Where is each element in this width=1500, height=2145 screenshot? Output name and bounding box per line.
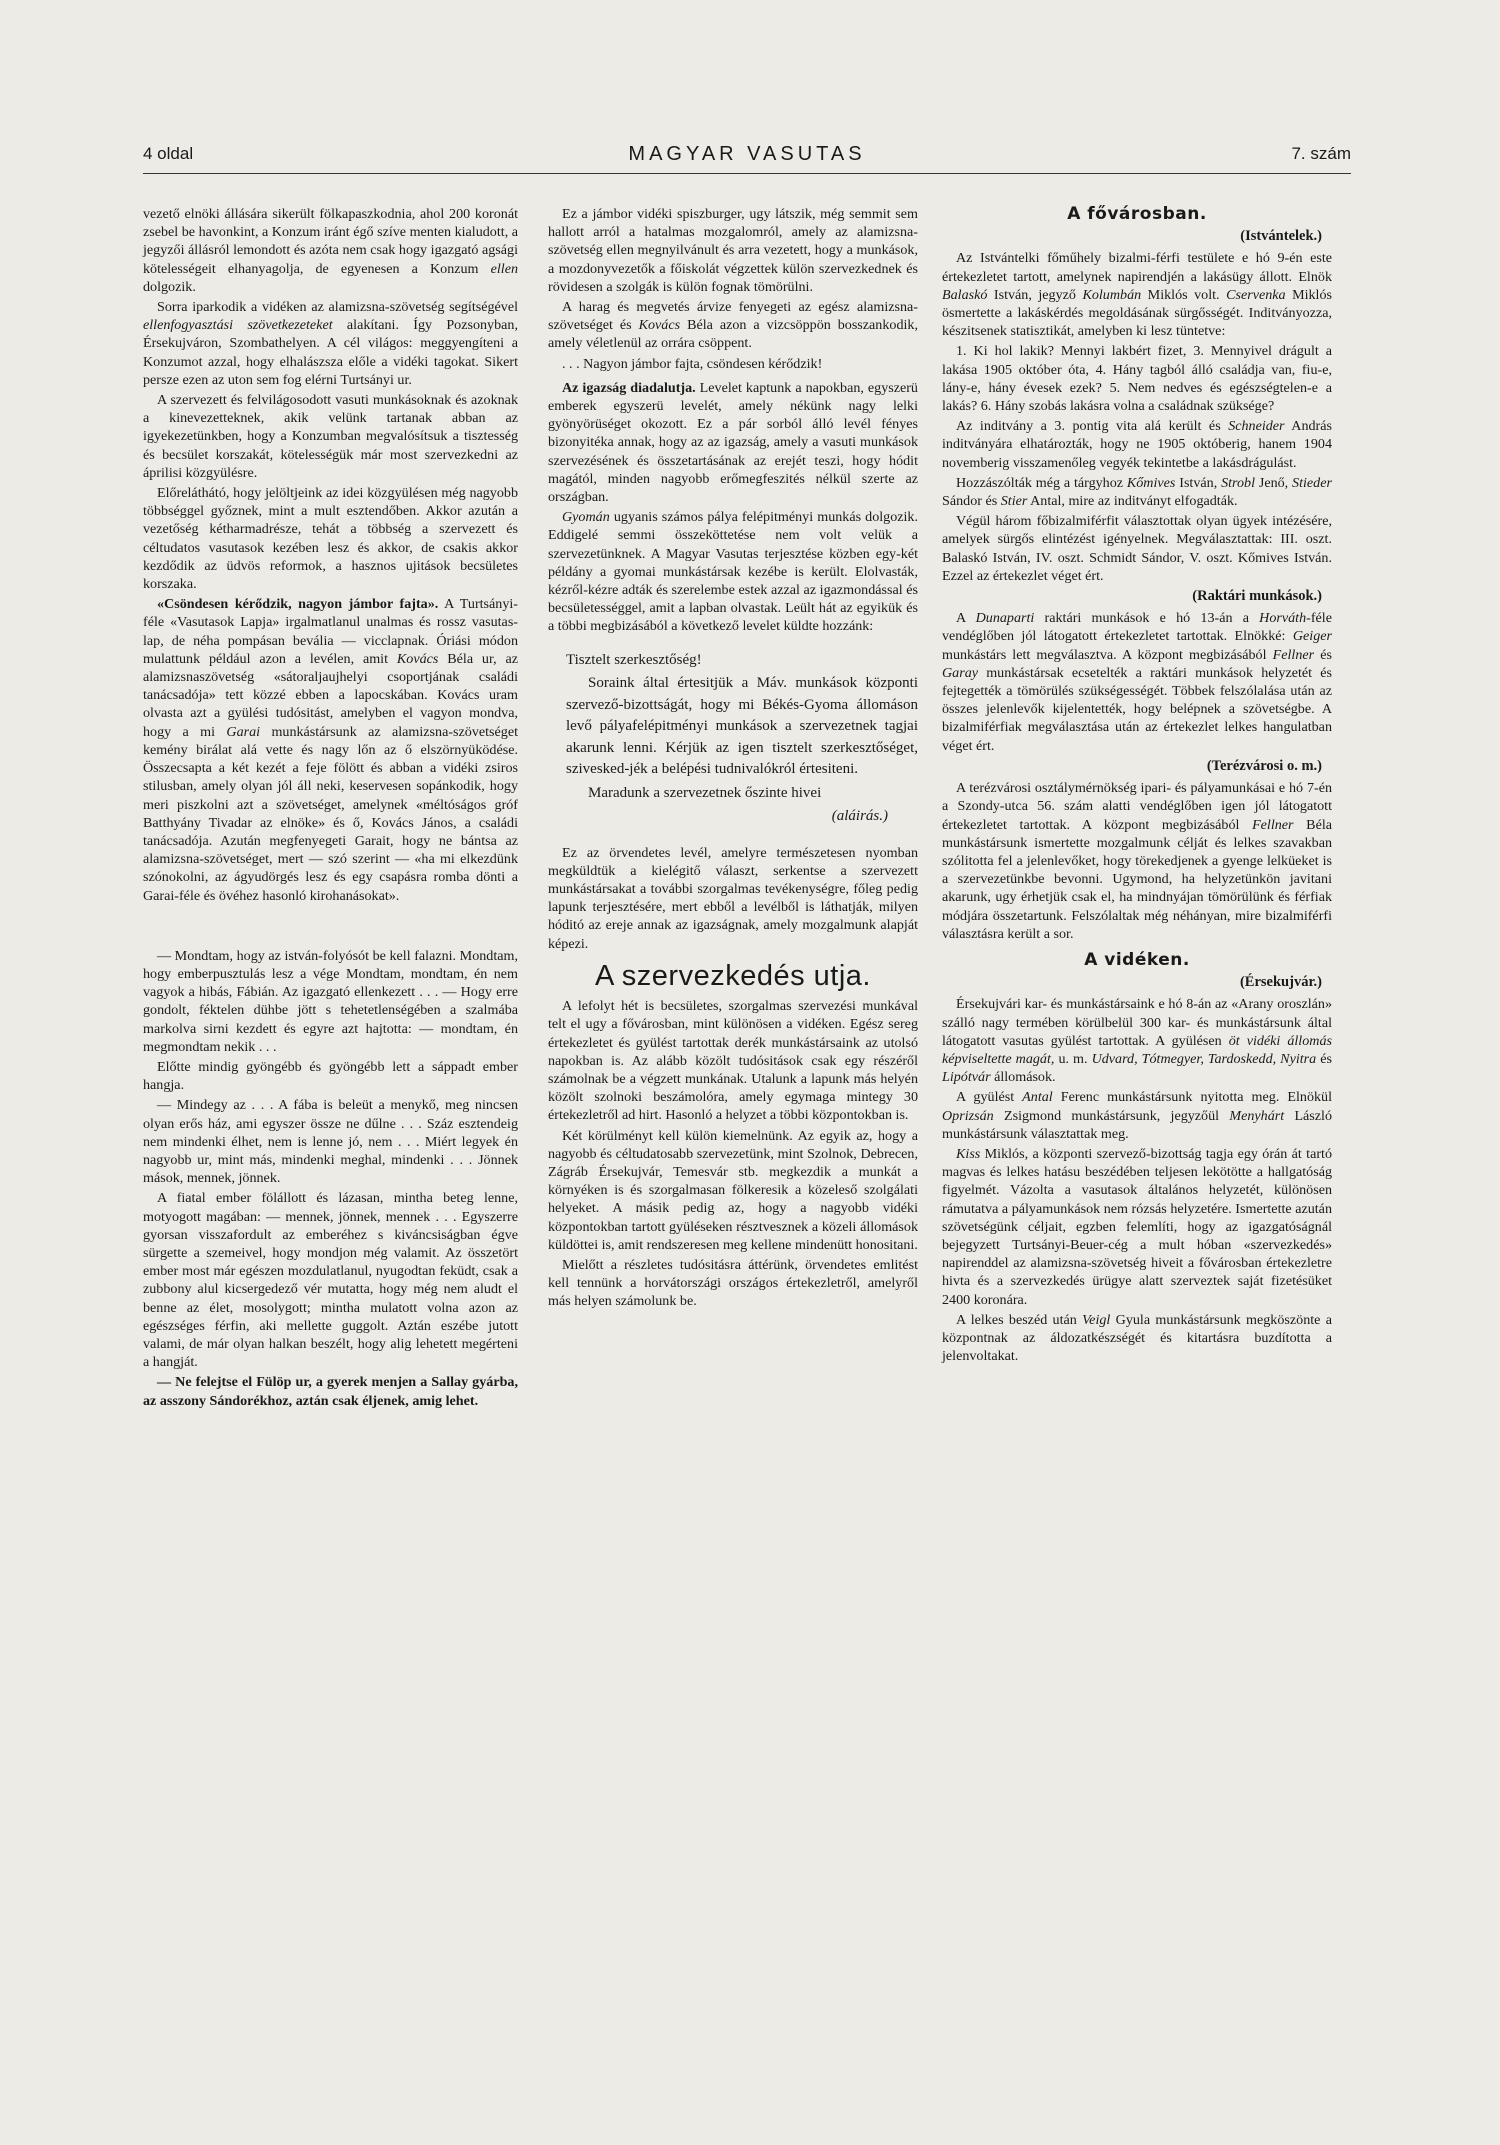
paragraph: — Mindegy az . . . A fába is beleüt a menykő, meg nincsen olyan erős ház, ami egyszer össze ne dűlne . . . Száz esztendeig nem mindenki élhet, nem is lenne jó, nem . . . Miért legyek én nagyobb ur, mint más, mindenki meghal, mindenki . . . Jönnek mások, mennek, jönnek. — [143, 1097, 518, 1187]
newspaper-title: MAGYAR VASUTAS — [628, 143, 866, 165]
paragraph: Az inditvány a 3. pontig vita alá került és Schneider András inditványára elhatározták, hogy ne 1905 októberig, hanem 1904 novemberig visszamenőleg vegyék tekintetbe a lakásdrágulást. — [942, 418, 1332, 471]
paragraph: Ez a jámbor vidéki spiszburger, ugy látszik, még semmit sem hallott arról a hatalmas mozgalomról, amely az alamizsna-szövetség ellen megnyilvánult és arra vezetett, hogy a munkások, a mozdonyvezetők a főiskolát végzettek külön szervezkednek és rövidesen a szolgák is külön fognak tömörülni. — [548, 206, 918, 295]
paragraph: 1. Ki hol lakik? Mennyi lakbért fizet, 3. Mennyivel drágult a lakása 1905 október óta, 4. Hány tagból álló családja van, fiu-e, lány-e, hány évesek ezek? 5. Nem nedves és egészségtelen-e a lakás? 6. Hány szobás lakásra volna a családnak szüksége? — [942, 343, 1332, 415]
paragraph: Ez az örvendetes levél, amelyre természetesen nyomban megküldtük a kielégitő választ, serkentse a szervezett munkástársakat a további szorgalmas tevékenységre, főleg pedig lapunk terjesztésére, mert ebből a levélből is láthatják, milyen hóditó az ereje annak az igazságnak, amely mozgalmunk alapját képezi. — [548, 844, 918, 952]
paragraph: «Csöndesen kérődzik, nagyon jámbor fajta». A Turtsányi-féle «Vasutasok Lapja» irgalmatlanul unalmas és rossz vasutas-lap, de néha pompásan bevália — vicclapnak. Óriási módon mulattunk például azon a levélen, amit Kovács Béla ur, az alamizsnaszövetség «sátoraljaujhelyi csoportjának családi tanácsadója» tett közzé ebben a lapocskában. Kovács uram olvasta azt a gyülési tudósitást, amelyben el vagyon mondva, hogy a mi Garai munkástársunk az alamizsna-szövetséget kemény birálat alá vette és nagy lőn az ő elszörnyüködése. Összecsapta a két kezét a feje fölött és abban a vidéki zsiros stilusban, amely olyan jól áll neki, keservesen sopánkodik, hogy meri piszkolni azt a szövetséget, amelynek «méltóságos gróf Batthyány Tivadar az elnöke» és ő, Kovács János, a családi tanácsadója. Azután megfenyegeti Garait, hogy ne bántsa az alamizsna-szövetséget, mert — szó szerint — «ha mi elkezdünk szónokolni, az ágyudörgés lesz és egy csapásra romba dönti a Garai-féle és övéhez hasonló kirohanásokat». — [143, 596, 519, 904]
subsection-heading: (Raktári munkások.) — [1192, 588, 1322, 605]
paragraph: Az igazság diadalutja. Levelet kaptunk a napokban, egyszerü emberek egyszerü levelét, amely nékünk nagy lelki gyönyörüséget okozott. Ez a pár sorból álló levél fényes bizonyitéka annak, hogy az az igazság, amely a vasuti munkások szervezésének és összetartásának az erejét teszi, hogy hódit magától, minden nagyobb erőmegfeszités nélkül szerte az országban. — [548, 379, 918, 506]
paragraph: Kiss Miklós, a központi szervező-bizottság tagja egy órán át tartó magvas és lelkes hatásu beszédében teljesen lekötötte a hallgatóság figyelmét. Vázolta a vasutasok általános helyzetét, különösen rámutatva a pályamunkások nem rózsás helyzetére. Ismertette azután szövetségünk céljait, egzben felemlíti, hogy az igazgatóságnál bejegyzett Turtsányi-Beuer-cég a mult hóban «szervezkedés» napirenddel az alamizsna-szövetség hiveit a fővárosban értekezletre hivta és a szervezkedés ürügye alatt szerveztek saját fizetésüket 2400 koronára. — [942, 1145, 1332, 1308]
section-heading: A vidéken. — [1084, 949, 1190, 970]
paragraph: Az Istvántelki főműhely bizalmi-férfi testülete e hó 9-én este értekezletet tartott, amelynek napirendjén a lakásügy állott. Elnök Balaskó István, jegyző Kolumbán Miklós volt. Cservenka Miklós ösmertette a lakáskérdés megoldásának sürgősségét. Inditványozza, készitsenek statisztikát, amelyben ki lesz tüntetve: — [942, 250, 1333, 340]
paragraph: Sorra iparkodik a vidéken az alamizsna-szövetség segítségével ellenfogyasztási szövetkezeteket alakítani. Így Pozsonyban, Érsekujváron, Szombathelyen. A cél világos: meggyengíteni a Konzumot azzal, hogy elhalászsza előle a vidéki tagokat. Sikert persze ezen az uton sem fog elérni Turtsányi ur. — [143, 299, 518, 388]
paragraph: Érsekujvári kar- és munkástársaink e hó 8-án az «Arany oroszlán» szálló nagy termében körülbelül 300 kar- és munkástársunk által látogatott vasutas gyülést tartottak. A gyülésen öt vidéki állomás képviseltette magát, u. m. Udvard, Tótmegyer, Tardoskedd, Nyitra és Lipótvár állomások. — [942, 996, 1332, 1086]
paragraph: A Dunaparti raktári munkások e hó 13-án a Horváth-féle vendéglőben jól látogatott értekezletet tartottak. Elnökké: Geiger munkástárs lett megválasztva. A központ megbizásából Fellner és Garay munkástársak ecsetelték a raktári munkások helyzetét és fejtegették a tömörülés szükségességét. Többek felszólalása után az összes jelenlevők kijelentették, hogy belépnek a szövetségbe. A bizalmiférfiak megválasztása után az értekezlet lelkes hangulatban véget ért. — [942, 610, 1332, 754]
paragraph: A szervezett és felvilágosodott vasuti munkásoknak és azoknak a kinevezetteknek, akik velünk tartanak abban az igyekezetünkben, hogy a Konzumban megvalósítsuk a tisztesség és becsület korszakát, kötelességük már most szervezkedni az áprilisi közgyülésre. — [143, 392, 518, 481]
spacer — [143, 907, 518, 947]
paragraph: Előtte mindig gyöngébb és gyöngébb lett a sáppadt ember hangja. — [143, 1058, 518, 1094]
quoted-letter — [566, 650, 918, 828]
letter-body: Soraink által értesitjük a Máv. munkások központi szervező-bizottságát, hogy mi Békés-Gyoma állomáson levő pályafelépitményi munkások a szervezetnek tagjai akarunk lenni. Kérjük az igen tisztelt szerkesztőséget, szivesked-jék a belépési tudnivalókról értesiteni. — [566, 675, 918, 778]
paragraph: Végül három főbizalmiférfit választottak olyan ügyek intézésére, amelyek sürgős elintézést igényelnek. Megválasztattak: III. oszt. Balaskó István, IV. oszt. Schmidt Sándor, V. oszt. Kőmives István. Ezzel az értekezlet véget ért. — [942, 513, 1332, 584]
page-number: 4 oldal — [143, 144, 194, 163]
paragraph: . . . Nagyon jámbor fajta, csöndesen kérődzik! — [562, 355, 823, 372]
paragraph: A harag és megvetés árvize fenyegeti az egész alamizsna-szövetséget és Kovács Béla azon a vizcsöppön bosszankodik, amely véletlenül az orrára csöppent. — [548, 299, 918, 352]
letter-salutation: Tisztelt szerkesztőség! — [566, 651, 702, 668]
subsection-heading: (Istvántelek.) — [1240, 228, 1322, 245]
header-rule — [143, 173, 1351, 174]
section-heading: A fővárosban. — [1067, 204, 1207, 224]
column-1 — [143, 205, 518, 1412]
column-3 — [942, 205, 1332, 1367]
letter-signature: (aláirás.) — [831, 808, 888, 825]
paragraph: A fiatal ember fölállott és lázasan, mintha beteg lenne, motyogott magában: — mennek, jönnek, mennek . . . Egyszerre gyorsan visszafordult az emberéhez s kiváncsiságban égve sürgette a szemeivel, hogy mondjon még valamit. Az összetört ember most már egészen mozdulatlanul, nyugodtan feküdt, csak a zubbony alul kicsergedező vér mutatta, hogy még nem aludt el benne az élet, mosolygott; mintha mulatott volna azon az egészséges férfin, aki mellette guggolt. Aztán eszébe jutott valami, de már olyan halkan beszélt, hogy alig lehetett megérteni a hangját. — [143, 1190, 518, 1371]
paragraph: A lelkes beszéd után Veigl Gyula munkástársunk megköszönte a központnak az áldozatkészségét és kitartásra buzdította a jelenvoltakat. — [942, 1311, 1332, 1365]
article-heading: Az igazság diadalutja. — [562, 379, 696, 396]
column-2 — [548, 205, 918, 1313]
paragraph: A gyülést Antal Ferenc munkástársunk nyitotta meg. Elnökül Oprizsán Zsigmond munkástársunk, jegyzőül Menyhárt László munkástársunk választattak meg. — [942, 1089, 1333, 1142]
paragraph: Mielőtt a részletes tudósitásra áttérünk, örvendetes emlitést kell tennünk a horvátországi országos értekezletről, amelyről más helyen számolunk be. — [548, 1256, 918, 1310]
paragraph: Gyomán ugyanis számos pálya felépitményi munkás dolgozik. Eddigelé semmi összeköttetése nem volt velük a szervezetünknek. A Magyar Vasutas terjesztése közben egy-két példány a gyomai munkástársak kezébe is került. Elolvasták, kézről-kézre adták és szerelembe estek azzal az igazmondással és becsületességgel, amit a lapban olvastak. Leült hát az egyikük és a többi megbizásából a következő levelet küldte hozzánk: — [548, 509, 918, 635]
page-header — [143, 140, 1351, 170]
paragraph: Hozzászólták még a tárgyhoz Kőmives István, Strobl Jenő, Stieder Sándor és Stier Antal, mire az inditványt elfogadták. — [942, 474, 1332, 510]
paragraph: vezető elnöki állására sikerült fölkapaszkodnia, ahol 200 koronát zsebel be havonkint, a Konzum iránt égő szíve menten kialudott, a jegyzői állásról lemondott és azóta nem csak hogy igazgató agsági kötelességeit elhanyagolja, de egyenesen a Konzum ellen dolgozik. — [143, 206, 518, 295]
subsection-heading: (Érsekujvár.) — [1239, 974, 1322, 991]
paragraph: Két körülményt kell külön kiemelnünk. Az egyik az, hogy a nagyobb és céltudatosabb szervezetünk, mint Szolnok, Debrecen, Zágráb Érsekujvár, Temesvár stb. megkezdik a munkát a környéken is és szorgalmasan fölkeresik a közeleső szolgálati helyeket. A másik pedig az, hogy a nagyobb vidéki központokban tartott gyüléseken résztvesznek a közeli állomások küldöttei is, amit rendszeresen meg kellene mindenütt honositani. — [548, 1127, 918, 1253]
issue-number: 7. szám — [1291, 144, 1351, 163]
paragraph: — Ne felejtse el Fülöp ur, a gyerek menjen a Sallay gyárba, az asszony Sándorékhoz, aztán csak éljenek, amig lehet. — [143, 1374, 518, 1409]
letter-closing: Maradunk a szervezetnek őszinte hivei — [588, 784, 822, 801]
paragraph: — Mondtam, hogy az istván-folyósót be kell falazni. Mondtam, hogy emberpusztulás lesz a vége Mondtam, mondtam, én nem vagyok a hibás, Fábián. Az igazgató ellenkezett . . . — Hogy erre gondolt, féktelen dühbe jött s tehetetlenségében a szalmába markolva sirni kezdett és egyre azt hajtotta: — mondtam, én megmondtam nekik . . . — [143, 947, 518, 1055]
section-title: A szervezkedés utja. — [595, 959, 871, 992]
paragraph: Előreláthátó, hogy jelöltjeink az idei közgyülésen még nagyobb többséggel győznek, mint a mult esztendőben. Akkor azután a vezetőség kétharmadrésze, tehát a többség a szervezett és céltudatos vasutasok kezében lesz és akkor, de csakis akkor kezdődik az üdvös reformok, a hasznos ujitások becsületes korszaka. — [143, 485, 518, 593]
paragraph: A lefolyt hét is becsületes, szorgalmas szervezési munkával telt el ugy a fővárosban, mint különösen a vidéken. Egész sereg értekezletet és gyülést tartottak derék munkástársaink az utolsó napokban is. Az alább közölt tudósitások csak egy részéről számolnak be a végzett munkának. Utalunk a lapunk más helyén közölt szolnoki beszámolóra, amely egymaga mintegy 30 értekezletről ad hirt. Hasonló a helyzet a többi központokban is. — [548, 998, 918, 1124]
paragraph: A terézvárosi osztálymérnökség ipari- és pályamunkásai e hó 7-én a Szondy-utca 56. szám alatti vendéglőben igen jól látogatott értekezletet tartottak. A központ megbizásából Fellner Béla munkástársunk ismertette mozgalmunk célját és lelkes szavakban szólitotta fel a jelenlevőket, hogy törekedjenek a gyenge lelküeket is a szervezetünkbe bevonni. Ugymond, ha helyzetünkön javitani akarunk, ugy érhetjük csak el, ha mindnyájan tömörülünk és férfiak módjára összetartunk. Felszólaltak még néhányan, mire bizalmiférfi választásra került a sor. — [942, 780, 1332, 942]
subsection-heading: (Terézvárosi o. m.) — [1206, 757, 1322, 774]
article-heading: «Csöndesen kérődzik, nagyon jámbor fajta». — [157, 596, 439, 613]
